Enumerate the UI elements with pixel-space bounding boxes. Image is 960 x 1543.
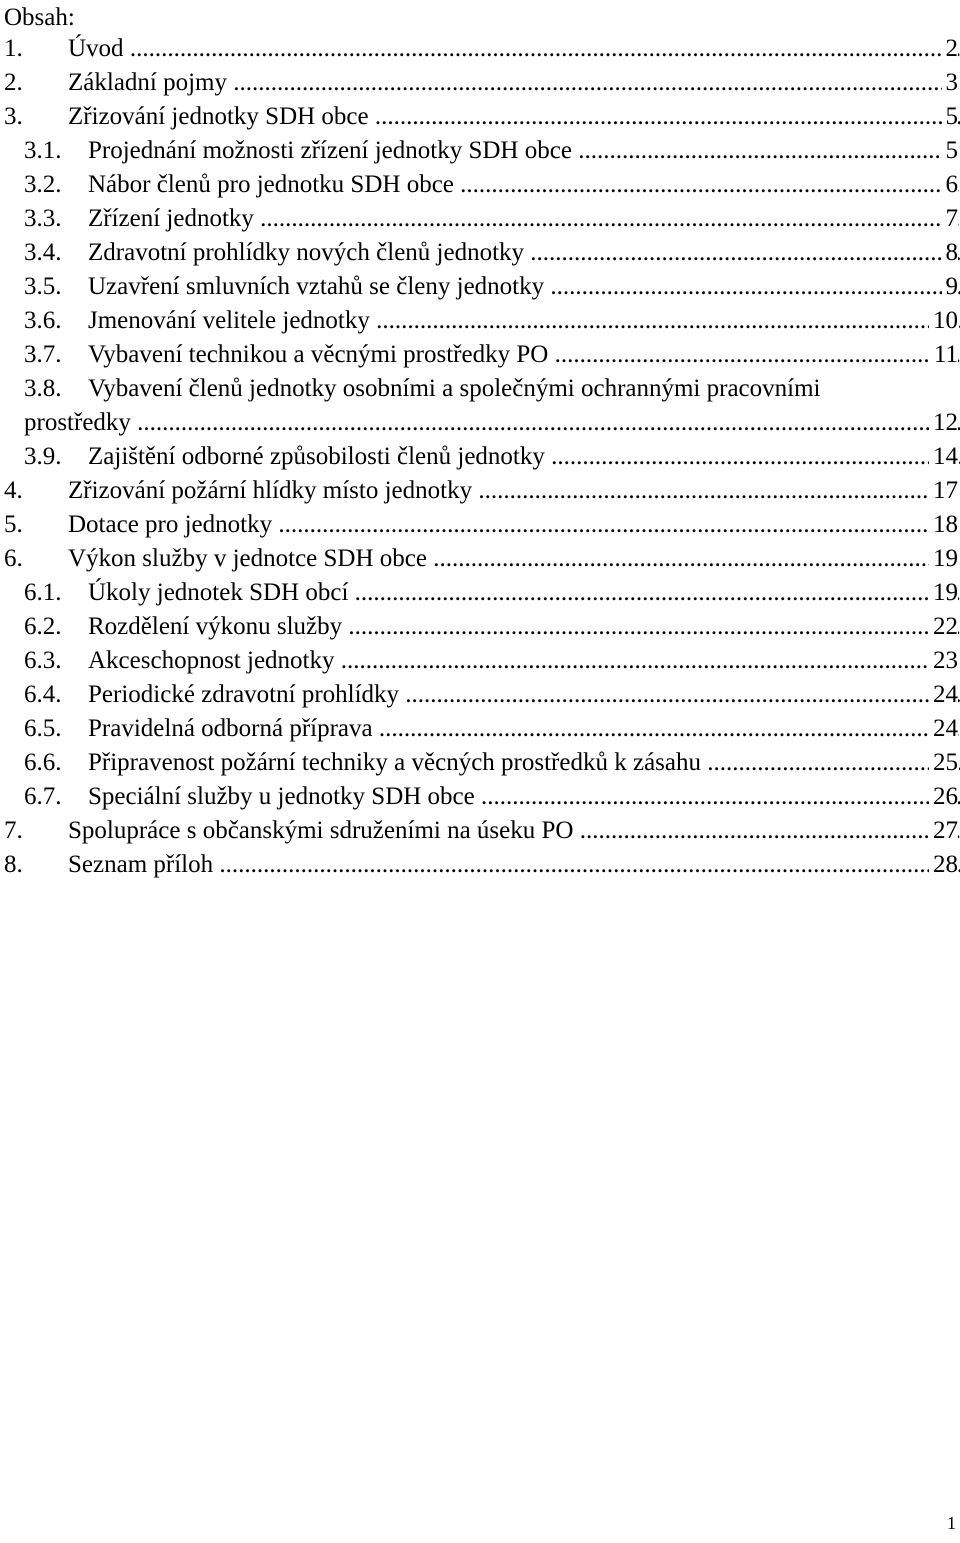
toc-entry-title: Zřízení jednotky .....	[88, 202, 960, 236]
toc-entry[interactable]	[0, 814, 960, 848]
toc-entry[interactable]	[0, 100, 960, 134]
toc-entry-number: 6.2.	[24, 613, 62, 640]
toc-entry-number: 3.7.	[24, 341, 62, 368]
toc-entry-page: 27	[929, 814, 958, 848]
toc-entry[interactable]	[0, 338, 960, 372]
toc-entry-number: 2.	[4, 69, 23, 96]
toc-entry-page: 22	[929, 610, 958, 644]
toc-entry-title: Akceschopnost jednotky .....	[88, 644, 960, 678]
toc-entry-number: 3.5.	[24, 273, 62, 300]
toc-entry-page: 3	[942, 66, 959, 100]
toc-entry[interactable]	[0, 678, 960, 712]
toc-entry[interactable]	[0, 848, 960, 882]
toc-entry-number: 3.6.	[24, 307, 62, 334]
toc-entry-title: Seznam příloh .....	[68, 848, 960, 882]
toc-entry-title: Zdravotní prohlídky nových členů jednotky .....	[88, 236, 960, 270]
toc-heading: Obsah:	[4, 4, 75, 31]
toc-entry[interactable]	[0, 610, 960, 644]
toc-entry-page: 19	[929, 542, 958, 576]
toc-entry-page: 7	[942, 202, 959, 236]
toc-entry-number: 7.	[4, 817, 23, 844]
toc-entry-title: Spolupráce s občanskými sdruženími na úseku PO .....	[68, 814, 960, 848]
toc-entry[interactable]	[0, 508, 960, 542]
toc-entry[interactable]	[0, 66, 960, 100]
toc-entry-page: 19	[929, 576, 958, 610]
toc-entry-title: Vybavení členů jednotky osobními a společnými ochrannými pracovními	[88, 375, 821, 402]
toc-entry[interactable]	[0, 644, 960, 678]
toc-entry-title: Rozdělení výkonu služby .....	[88, 610, 960, 644]
toc-entry-page: 11	[930, 338, 958, 372]
toc-entry-page: 23	[929, 644, 958, 678]
toc-entry-title: Výkon služby v jednotce SDH obce .....	[68, 542, 960, 576]
toc-entry-page: 14	[929, 440, 958, 474]
toc-entry-title: Speciální služby u jednotky SDH obce .....	[88, 780, 960, 814]
toc-entry-page: 10	[929, 304, 958, 338]
toc-entry-number: 8.	[4, 851, 23, 878]
toc-entry-number: 6.3.	[24, 647, 62, 674]
toc-entry-page: 25	[929, 746, 958, 780]
toc-entry[interactable]	[0, 576, 960, 610]
toc-entry[interactable]	[0, 304, 960, 338]
toc-entry-number: 6.6.	[24, 749, 62, 776]
toc-entry-title: Dotace pro jednotky .....	[68, 508, 960, 542]
toc-entry[interactable]	[0, 168, 960, 202]
toc-entry[interactable]	[0, 746, 960, 780]
toc-entry-title: Připravenost požární techniky a věcných prostředků k zásahu .....	[88, 746, 960, 780]
toc-entry-title: Zřizování jednotky SDH obce .....	[68, 100, 960, 134]
toc-entry-title: Úkoly jednotek SDH obcí .....	[88, 576, 960, 610]
toc-entry-number: 3.	[4, 103, 23, 130]
toc-entry[interactable]	[0, 236, 960, 270]
toc-entry-number: 3.1.	[24, 137, 62, 164]
toc-entry-page: 5	[942, 100, 959, 134]
toc-entry[interactable]	[0, 270, 960, 304]
toc-entry[interactable]	[0, 134, 960, 168]
toc-entry[interactable]	[0, 440, 960, 474]
toc-entry[interactable]	[0, 474, 960, 508]
toc-entry-number: 3.9.	[24, 443, 62, 470]
toc-entry-number: 1.	[4, 35, 23, 62]
toc-entry-page: 24	[929, 712, 958, 746]
toc-entry[interactable]	[0, 712, 960, 746]
toc-entry-title: Projednání možnosti zřízení jednotky SDH obce .....	[88, 134, 960, 168]
toc-entry[interactable]	[0, 202, 960, 236]
toc-entry-title: Pravidelná odborná příprava .....	[88, 712, 960, 746]
toc-entry-number: 6.4.	[24, 681, 62, 708]
toc-entry-title: Zajištění odborné způsobilosti členů jednotky .....	[88, 440, 960, 474]
toc-entry[interactable]	[0, 372, 960, 440]
toc-entry-page: 2	[942, 32, 959, 66]
toc-entry-page: 26	[929, 780, 958, 814]
toc-entry-number: 3.2.	[24, 171, 62, 198]
toc-entry-page: 5	[942, 134, 959, 168]
toc-entry-page: 28	[929, 848, 958, 882]
toc-entry-page: 18	[929, 508, 958, 542]
toc-entry-number: 6.5.	[24, 715, 62, 742]
toc-entry-title: Jmenování velitele jednotky .....	[88, 304, 960, 338]
toc-entry-title-continuation: prostředky .....	[24, 406, 960, 440]
toc-entry-page: 17	[929, 474, 958, 508]
toc-entry-number: 6.	[4, 545, 23, 572]
toc-entry[interactable]	[0, 780, 960, 814]
toc-entry[interactable]	[0, 32, 960, 66]
toc-entry-title: Nábor členů pro jednotku SDH obce .....	[88, 168, 960, 202]
toc-entry-title: Základní pojmy .....	[68, 66, 960, 100]
toc-entry-title: Uzavření smluvních vztahů se členy jednotky .....	[88, 270, 960, 304]
toc-entry-number: 3.3.	[24, 205, 62, 232]
toc-entry-number: 5.	[4, 511, 23, 538]
toc-entry[interactable]	[0, 542, 960, 576]
table-of-contents	[0, 32, 960, 882]
toc-entry-number: 6.1.	[24, 579, 62, 606]
toc-entry-page: 12	[929, 406, 958, 440]
toc-entry-page: 6	[942, 168, 959, 202]
toc-entry-number: 6.7.	[24, 783, 62, 810]
toc-entry-number: 3.4.	[24, 239, 62, 266]
toc-entry-number: 3.8.	[24, 375, 62, 402]
toc-entry-number: 4.	[4, 477, 23, 504]
toc-entry-title: Periodické zdravotní prohlídky .....	[88, 678, 960, 712]
page-number: 1	[947, 1513, 956, 1533]
toc-entry-title: Úvod .....	[68, 32, 960, 66]
toc-entry-page: 8	[942, 236, 959, 270]
toc-entry-title: Zřizování požární hlídky místo jednotky .....	[68, 474, 960, 508]
toc-entry-page: 9	[942, 270, 959, 304]
toc-entry-title: Vybavení technikou a věcnými prostředky PO .....	[88, 338, 960, 372]
toc-entry-page: 24	[929, 678, 958, 712]
